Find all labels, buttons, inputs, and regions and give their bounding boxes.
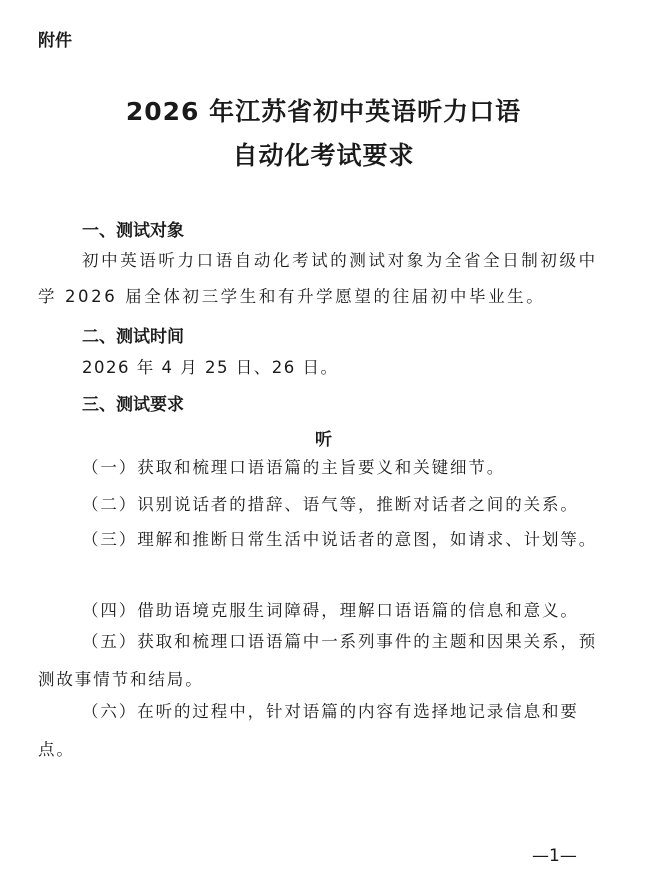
section-heading-test-time: 二、测试时间 (82, 327, 184, 347)
page-number: —1— (532, 846, 577, 866)
listening-item-6: （六）在听的过程中，针对语篇的内容有选择地记录信息和要点。 (38, 702, 579, 759)
section-body-test-time: 2026 年 4 月 25 日、26 日。 (82, 358, 339, 377)
attachment-label: 附件 (38, 31, 72, 51)
listening-subheading: 听 (315, 430, 332, 450)
section-heading-test-subjects: 一、测试对象 (82, 221, 184, 241)
listening-item-3: （三）理解和推断日常生活中说话者的意图，如请求、计划等。 (82, 530, 598, 549)
listening-item-1: （一）获取和梳理口语语篇的主旨要义和关键细节。 (82, 458, 506, 477)
section-body-test-subjects: 初中英语听力口语自动化考试的测试对象为全省全日制初级中学 2026 届全体初三学生和有升学愿望的往届初中毕业生。 (38, 251, 598, 306)
listening-item-5: （五）获取和梳理口语语篇中一系列事件的主题和因果关系，预测故事情节和结局。 (38, 632, 598, 689)
document-title-line1: 2026 年江苏省初中英语听力口语 (125, 97, 522, 126)
document-title-line2: 自动化考试要求 (232, 141, 415, 170)
listening-item-2: （二）识别说话者的措辞、语气等，推断对话者之间的关系。 (82, 495, 579, 514)
section-heading-test-requirements: 三、测试要求 (82, 395, 184, 415)
listening-item-4: （四）借助语境克服生词障碍，理解口语语篇的信息和意义。 (82, 601, 579, 620)
